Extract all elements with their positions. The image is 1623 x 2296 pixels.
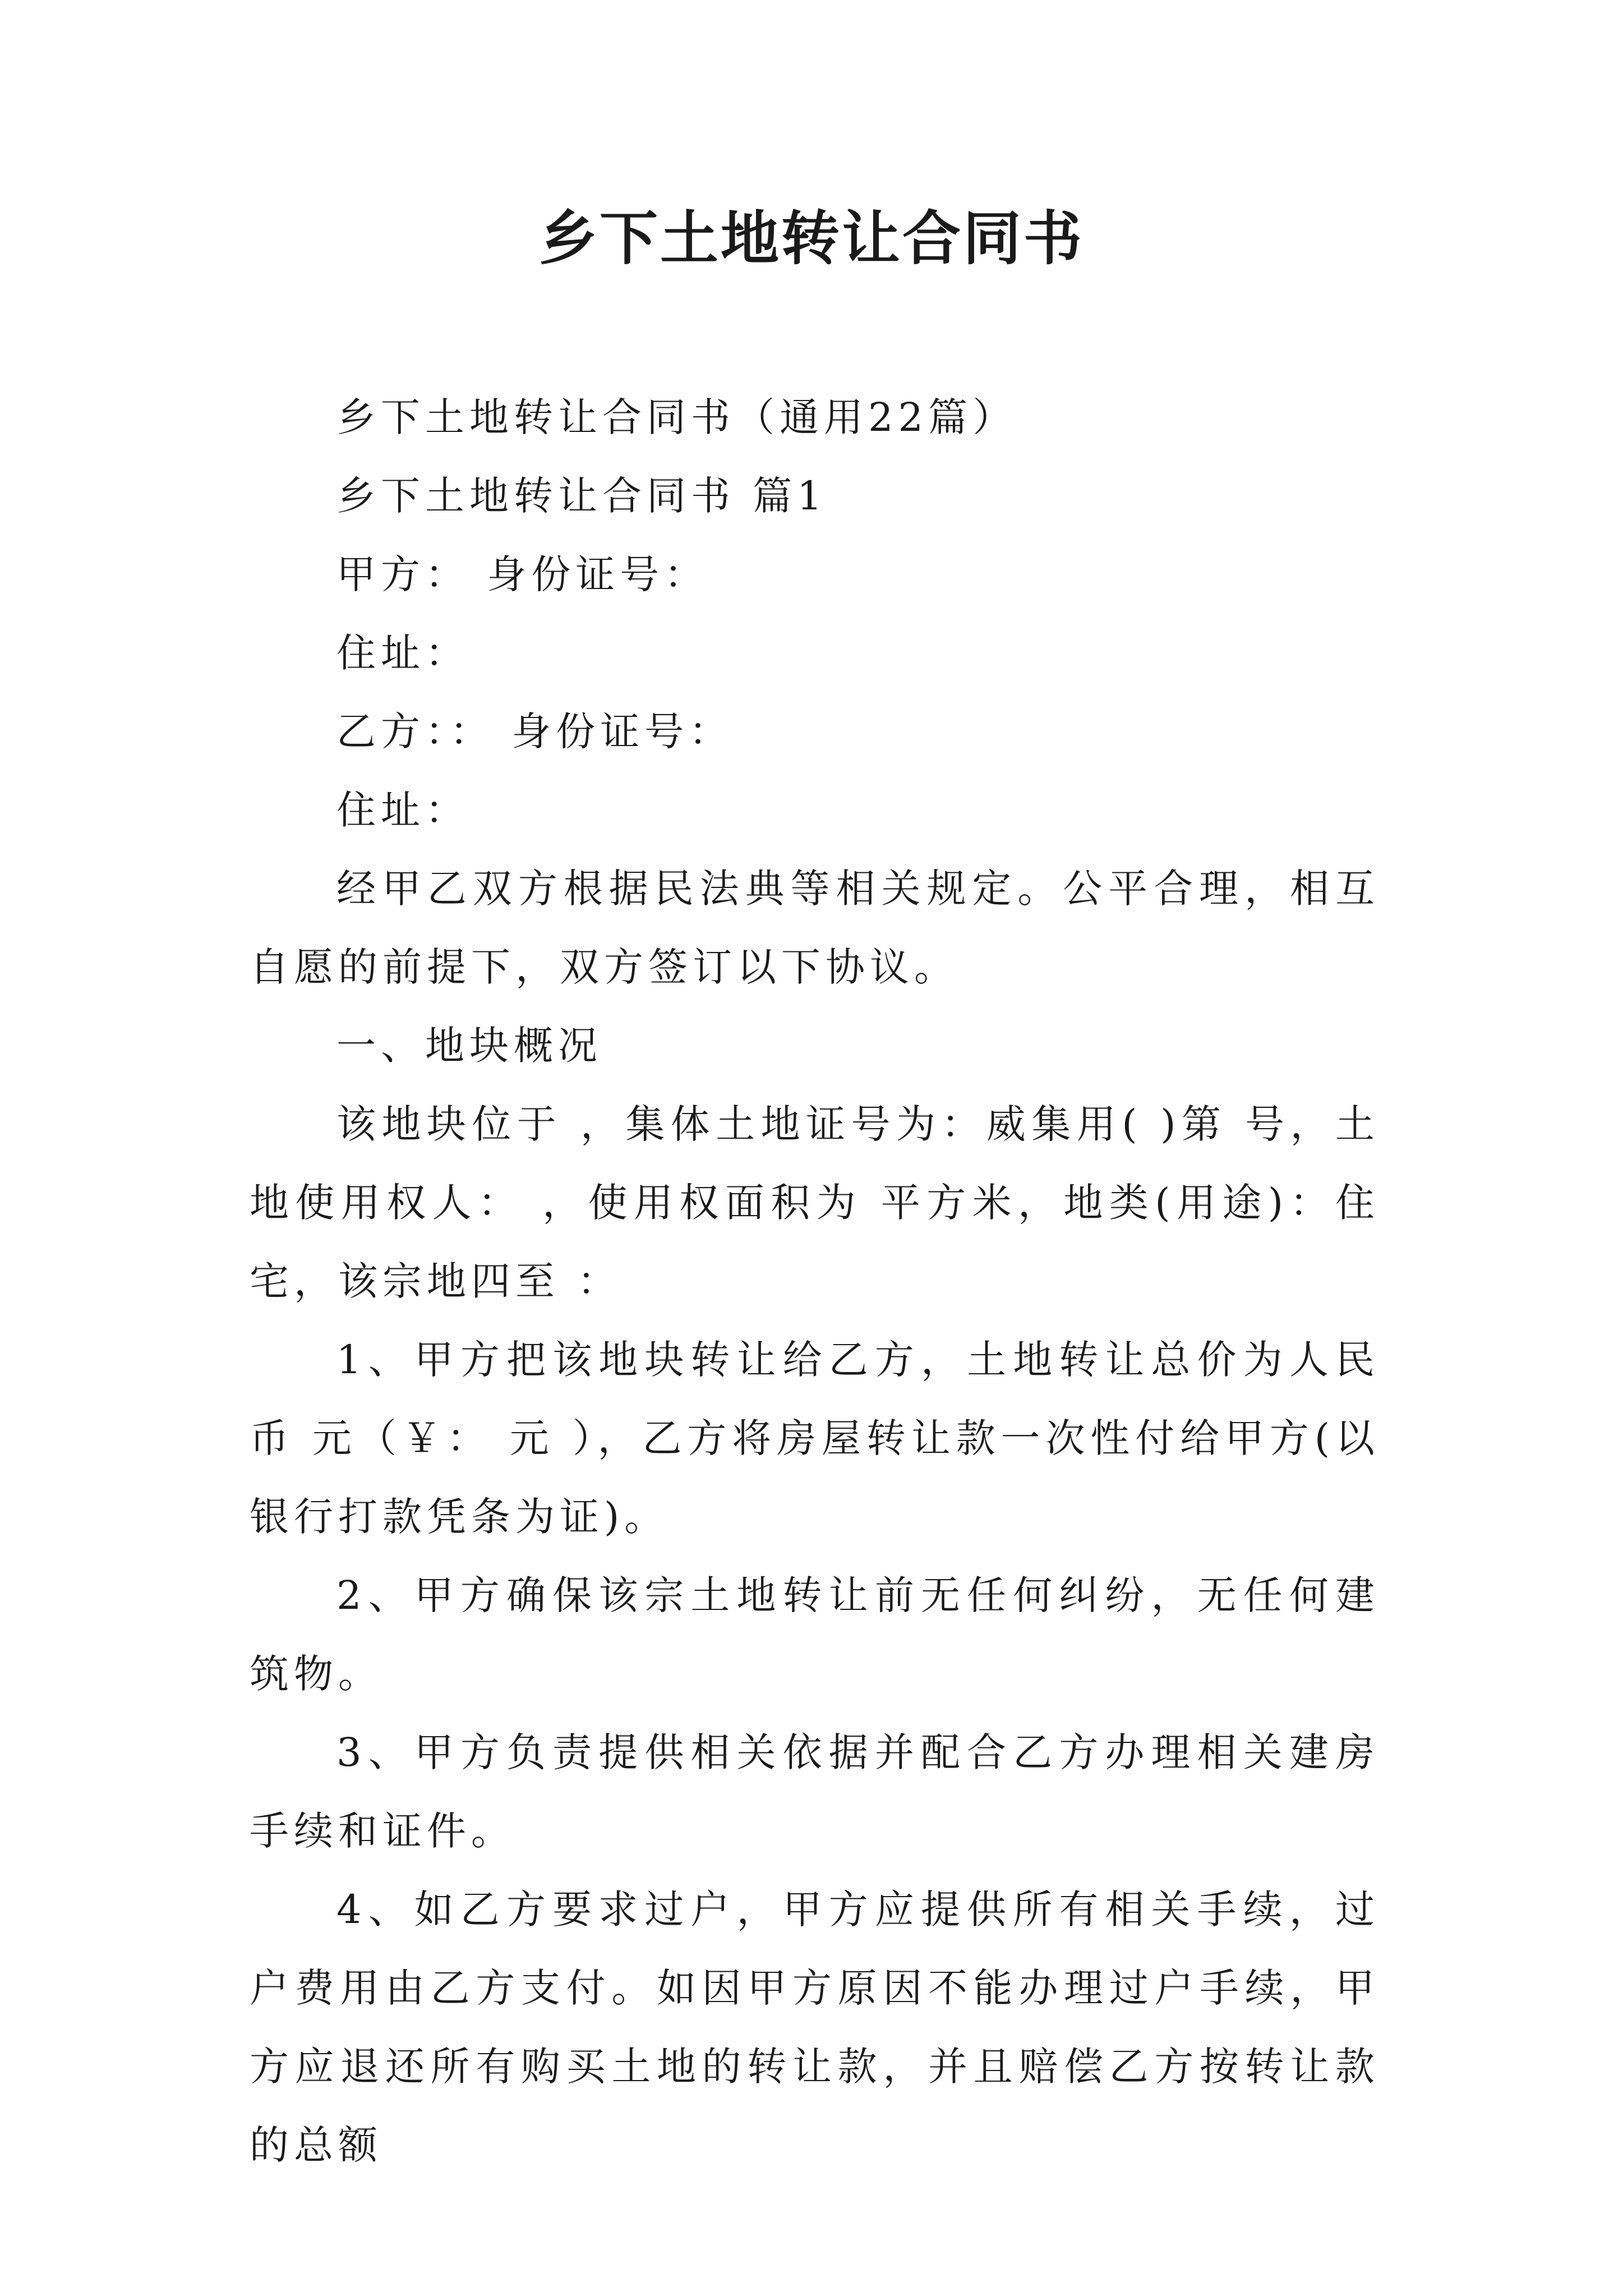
document-title: 乡下土地转让合同书 (538, 204, 1084, 273)
document-body (250, 378, 1380, 2184)
section-heading: 乡下土地转让合同书 篇1 (336, 473, 827, 519)
party-a-address: 住址： (336, 630, 469, 676)
clause-1: 1、甲方把该地块转让给乙方，土地转让总价为人民币 元（￥： 元 ），乙方将房屋转让款一次性付给甲方(以银行打款凭条为证)。 (250, 1337, 1380, 1540)
clause-2: 2、甲方确保该宗土地转让前无任何纠纷，无任何建筑物。 (250, 1572, 1380, 1697)
clause-3: 3、甲方负责提供相关依据并配合乙方办理相关建房手续和证件。 (250, 1729, 1380, 1854)
clause-4: 4、如乙方要求过户，甲方应提供所有相关手续，过户费用由乙方支付。如因甲方原因不能办理过户手续，甲方应退还所有购买土地的转让款，并且赔偿乙方按转让款的总额 (250, 1887, 1380, 2168)
subtitle-line: 乡下土地转让合同书（通用22篇） (336, 394, 1017, 440)
plot-paragraph: 该地块位于 ，集体土地证号为：威集用( )第 号，土地使用权人： ，使用权面积为 平方米，地类(用途)：住宅，该宗地四至 ： (250, 1101, 1380, 1304)
clause-heading: 一、地块概况 (336, 1023, 602, 1069)
party-b-address: 住址： (336, 787, 469, 833)
intro-paragraph: 经甲乙双方根据民法典等相关规定。公平合理，相互自愿的前提下，双方签订以下协议。 (250, 866, 1380, 990)
party-a-line: 甲方： 身份证号： (336, 551, 709, 597)
party-b-line: 乙方：： 身份证号： (336, 708, 734, 754)
